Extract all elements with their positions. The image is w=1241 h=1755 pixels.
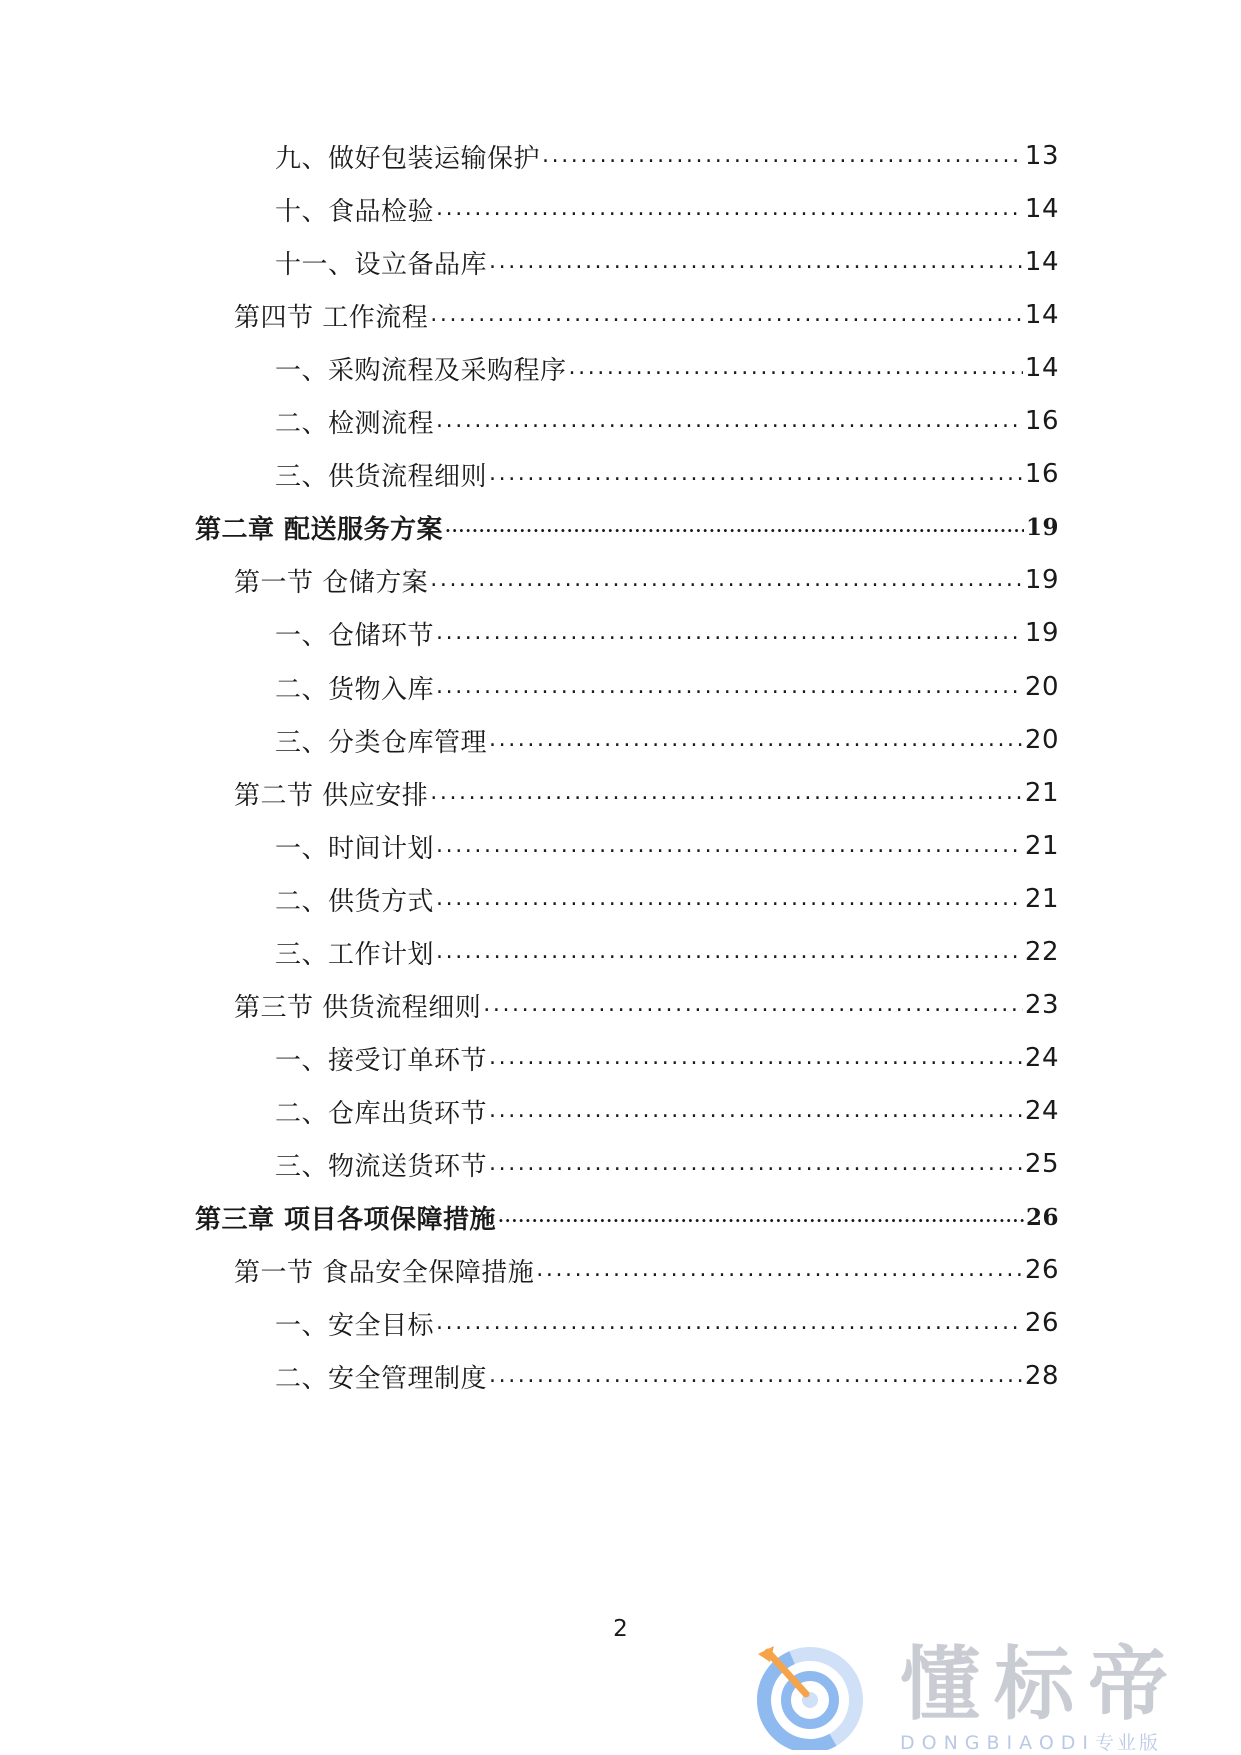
toc-entry-level-3[interactable] (275, 348, 1059, 388)
toc-dot-leader (436, 879, 1023, 919)
toc-entry-level-2[interactable] (234, 295, 1059, 335)
toc-dot-leader (498, 1197, 1024, 1237)
watermark-subtitle (900, 1728, 1161, 1755)
toc-entry-label: 第四节 工作流程 (234, 302, 429, 333)
toc-entry-label: 十、食品检验 (275, 196, 435, 227)
toc-entry-page-number: 24 (1024, 1043, 1059, 1073)
watermark-subtitle-latin: DONGBIAODI (900, 1732, 1096, 1754)
watermark (748, 1638, 1228, 1754)
toc-entry-page-number: 14 (1024, 300, 1059, 330)
watermark-subtitle-cn: 专业版 (1095, 1732, 1162, 1754)
toc-entry-label: 三、物流送货环节 (275, 1151, 488, 1182)
toc-entry-label: 一、仓储环节 (275, 620, 435, 651)
toc-entry-label: 一、时间计划 (275, 833, 435, 864)
target-logo-icon (748, 1640, 868, 1750)
toc-dot-leader (542, 136, 1023, 176)
toc-entry-page-number: 19 (1024, 618, 1059, 648)
toc-dot-leader (489, 1038, 1023, 1078)
toc-entry-label: 二、仓库出货环节 (275, 1098, 488, 1129)
toc-dot-leader (436, 932, 1023, 972)
toc-entry-label: 一、接受订单环节 (275, 1045, 488, 1076)
toc-dot-leader (430, 560, 1023, 600)
toc-entry-level-3[interactable] (275, 879, 1059, 919)
toc-entry-page-number: 19 (1024, 565, 1059, 595)
toc-entry-level-3[interactable] (275, 242, 1059, 282)
toc-entry-level-1[interactable] (195, 1197, 1059, 1237)
toc-entry-level-3[interactable] (275, 1303, 1059, 1343)
toc-entry-label: 二、安全管理制度 (275, 1363, 488, 1394)
toc-dot-leader (436, 1303, 1023, 1343)
toc-dot-leader (445, 507, 1024, 547)
toc-dot-leader (436, 613, 1023, 653)
toc-entry-level-2[interactable] (234, 1250, 1059, 1290)
toc-dot-leader (489, 1356, 1023, 1396)
page-number: 2 (613, 1616, 628, 1642)
toc-entry-label: 一、采购流程及采购程序 (275, 355, 567, 386)
toc-entry-label: 一、安全目标 (275, 1310, 435, 1341)
toc-entry-label: 第二节 供应安排 (234, 780, 429, 811)
toc-entry-page-number: 24 (1024, 1096, 1059, 1126)
toc-entry-level-2[interactable] (234, 773, 1059, 813)
toc-entry-label: 二、供货方式 (275, 886, 435, 917)
toc-entry-level-3[interactable] (275, 136, 1059, 176)
toc-entry-level-3[interactable] (275, 401, 1059, 441)
toc-entry-page-number: 21 (1024, 778, 1059, 808)
toc-entry-page-number: 21 (1024, 884, 1059, 914)
watermark-title: 懂标帝 (900, 1638, 1182, 1731)
toc-entry-label: 三、供货流程细则 (275, 461, 488, 492)
toc-dot-leader (436, 826, 1023, 866)
toc-entry-level-3[interactable] (275, 667, 1059, 707)
toc-entry-label: 第三章 项目各项保障措施 (195, 1204, 497, 1235)
toc-entry-page-number: 13 (1024, 141, 1059, 171)
toc-entry-page-number: 21 (1024, 831, 1059, 861)
toc-entry-page-number: 20 (1024, 672, 1059, 702)
toc-entry-label: 十一、设立备品库 (275, 249, 488, 280)
toc-dot-leader (436, 667, 1023, 707)
toc-entry-level-2[interactable] (234, 985, 1059, 1025)
toc-entry-page-number: 14 (1024, 194, 1059, 224)
toc-entry-level-3[interactable] (275, 1144, 1059, 1184)
toc-entry-label: 三、工作计划 (275, 939, 435, 970)
toc-entry-level-3[interactable] (275, 932, 1059, 972)
toc-entry-label: 第二章 配送服务方案 (195, 514, 444, 545)
toc-entry-level-1[interactable] (195, 507, 1059, 547)
toc-dot-leader (489, 454, 1023, 494)
toc-entry-page-number: 16 (1024, 406, 1059, 436)
toc-dot-leader (436, 189, 1023, 229)
toc-dot-leader (569, 348, 1023, 388)
toc-entry-level-2[interactable] (234, 560, 1059, 600)
toc-dot-leader (536, 1250, 1023, 1290)
toc-entry-level-3[interactable] (275, 720, 1059, 760)
toc-dot-leader (489, 242, 1023, 282)
toc-entry-page-number: 23 (1024, 990, 1059, 1020)
toc-entry-page-number: 20 (1024, 725, 1059, 755)
toc-entry-page-number: 26 (1024, 1308, 1059, 1338)
toc-entry-page-number: 19 (1025, 513, 1059, 541)
toc-dot-leader (436, 401, 1023, 441)
toc-entry-level-3[interactable] (275, 189, 1059, 229)
toc-entry-page-number: 14 (1024, 247, 1059, 277)
toc-entry-page-number: 28 (1024, 1361, 1059, 1391)
toc-entry-label: 九、做好包装运输保护 (275, 143, 541, 174)
toc-dot-leader (489, 1144, 1023, 1184)
toc-dot-leader (489, 1091, 1023, 1131)
toc-entry-page-number: 26 (1024, 1255, 1059, 1285)
toc-dot-leader (489, 720, 1023, 760)
toc-dot-leader (483, 985, 1023, 1025)
toc-entry-page-number: 25 (1024, 1149, 1059, 1179)
toc-entry-level-3[interactable] (275, 613, 1059, 653)
toc-entry-label: 第一节 食品安全保障措施 (234, 1257, 535, 1288)
toc-entry-level-3[interactable] (275, 1356, 1059, 1396)
toc-entry-label: 第一节 仓储方案 (234, 567, 429, 598)
toc-entry-page-number: 26 (1025, 1203, 1059, 1231)
toc-dot-leader (430, 295, 1023, 335)
toc-entry-level-3[interactable] (275, 1038, 1059, 1078)
toc-entry-page-number: 16 (1024, 459, 1059, 489)
toc-entry-level-3[interactable] (275, 826, 1059, 866)
toc-entry-label: 三、分类仓库管理 (275, 727, 488, 758)
toc-entry-label: 二、检测流程 (275, 408, 435, 439)
toc-entry-page-number: 22 (1024, 937, 1059, 967)
toc-entry-page-number: 14 (1024, 353, 1059, 383)
toc-entry-level-3[interactable] (275, 1091, 1059, 1131)
toc-dot-leader (430, 773, 1023, 813)
toc-entry-label: 二、货物入库 (275, 674, 435, 705)
toc-entry-label: 第三节 供货流程细则 (234, 992, 482, 1023)
toc-entry-level-3[interactable] (275, 454, 1059, 494)
